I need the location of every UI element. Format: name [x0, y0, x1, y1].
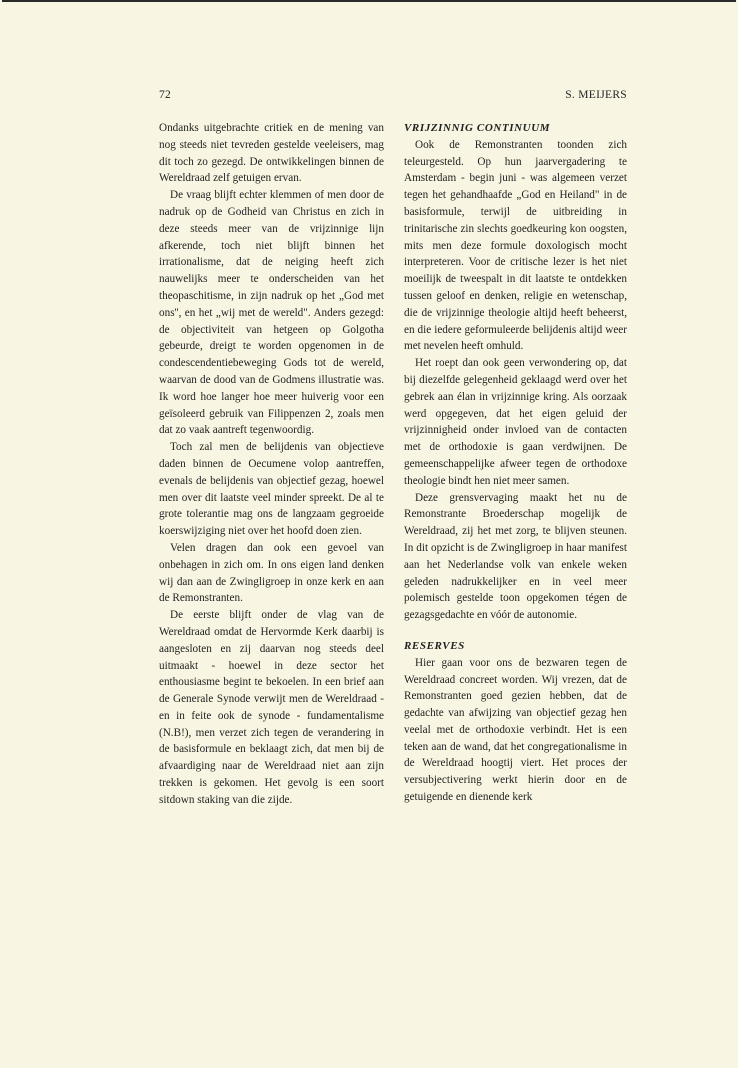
page-top-edge [2, 0, 736, 2]
paragraph: Het roept dan ook geen verwondering op, dat bij diezelfde gelegenheid geklaagd werd over het gebrek aan élan in vrijzinnige kring. Als oorzaak werd opgegeven, dat het eigen geluid der vrijzinnigheid onder invloed van de contacten met de orthodoxie is gaan verdwijnen. De gemeenschappelijke afweer tegen de orthodoxe theologie bindt hen niet meer samen. [404, 357, 627, 487]
paragraph: Ondanks uitgebrachte critiek en de mening van nog steeds niet tevreden gestelde veeleisers, mag dit toch zo gezegd. De ontwikkelingen binnen de Wereldraad zelf getuigen ervan. [159, 122, 384, 185]
running-head-author: S. MEIJERS [565, 89, 627, 101]
page-header [159, 89, 627, 105]
right-column [404, 120, 627, 806]
left-column [159, 120, 384, 809]
paragraph: Hier gaan voor ons de bezwaren tegen de Wereldraad concreet worden. Wij vrezen, dat de Remonstranten goed gezien hebben, dat de gedachte van afwijzing van objectief gezag hen veelal met de orthodoxie verbindt. Het is een teken aan de wand, dat het congregationalisme in de Wereldraad hoogtij viert. Het proces der versubjectivering werkt hierin door en de getuigende en dienende kerk [404, 656, 627, 804]
paragraph: De vraag blijft echter klemmen of men door de nadruk op de Godheid van Christus en zich in deze steeds meer van de vrijzinnige lijn afkerende, toch niet blijft binnen het irrationalisme, dat de neiging heeft zich nauwelijks meer te onderscheiden van het theopaschitisme, in zijn nadruk op het „God met ons'', en het „wij met de wereld". Anders gezegd: de objectiviteit van hetgeen op Golgotha gebeurde, dreigt te worden opgenomen in de condescendentiebeweging Gods tot de wereld, waarvan de dood van de Godmens illustratie was. Ik word hoe langer hoe meer huiverig voor een geïsoleerd gebruik van Filippenzen 2, zoals men dat zo vaak aantreft tegenwoordig. [159, 189, 384, 437]
paragraph: Ook de Remonstranten toonden zich teleurgesteld. Op hun jaarvergadering te Amsterdam - begin juni - was algemeen verzet tegen het gehandhaafde „God en Heiland" in de basisformule, terwijl de uitbreiding in trinitarische zin slechts goedkeuring kon oogsten, mits men deze formule doxologisch mocht interpreteren. Voor de critische lezer is het niet moeilijk de tweespalt in dit laatste te ontdekken tussen geloof en denken, religie en wetenschap, die de vrijzinnige theologie altijd heeft beheerst, en die iedere geformuleerde belijdenis altijd weer met nevelen heeft omhuld. [404, 138, 627, 353]
paragraph: Deze grensvervaging maakt het nu de Remonstrante Broederschap mogelijk de Wereldraad, zij het met zorg, te blijven steunen. In dit opzicht is de Zwingligroep in haar manifest aan het Nederlandse volk van enkele weken geleden nadrukkelijker en in veel meer polemisch gestelde toon opgekomen tégen de gezagsgedachte en vóór de autonomie. [404, 491, 627, 622]
page-number: 72 [159, 89, 172, 101]
section-heading: RESERVES [404, 639, 465, 652]
paragraph: Toch zal men de belijdenis van objectieve daden binnen de Oecumene volop aantreffen, evenals de belijdenis van objectief gezag, hoewel men over dit laatste veel minder spreekt. De al te grote tolerantie mag ons de langzaam gegroeide koerswijziging niet over het hoofd doen zien. [159, 441, 384, 538]
paragraph: De eerste blijft onder de vlag van de Wereldraad omdat de Hervormde Kerk daarbij is aangesloten en zij daarvan nog steeds deel uitmaakt - hoewel in deze sector het enthousiasme begint te bekoelen. In een brief aan de Generale Synode verwijt men de Wereldraad - en in feite ook de synode - fundamentalisme (N.B!), men verzet zich tegen de verandering in de basisformule en beklaagt zich, dat men bij de afvaardiging naar de Wereldraad niet aan zijn trekken is gekomen. Het gevolg is een soort sitdown staking van die zijde. [159, 609, 384, 806]
paragraph: Velen dragen dan ook een gevoel van onbehagen in zich om. In ons eigen land denken wij dan aan de Zwingligroep in onze kerk en aan de Remonstranten. [159, 541, 384, 605]
section-heading: VRIJZINNIG CONTINUUM [404, 122, 551, 134]
